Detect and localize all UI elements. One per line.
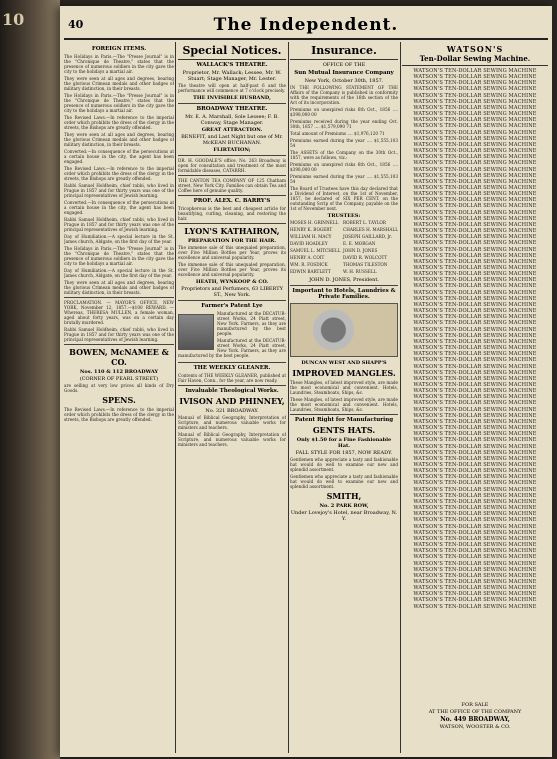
trustee: DAVID R. WOLCOTT — [343, 255, 388, 260]
watson-ad-line: WATSON'S TEN-DOLLAR SEWING MACHINE — [413, 148, 537, 155]
watson-ad-line: WATSON'S TEN-DOLLAR SEWING MACHINE — [413, 92, 537, 99]
ad-sub: Under Lovejoy's Hotel, near Broadway, N. Y. — [290, 510, 398, 522]
watson-ad-line: WATSON'S TEN-DOLLAR SEWING MACHINE — [413, 338, 537, 345]
watson-ad-line: WATSON'S TEN-DOLLAR SEWING MACHINE — [413, 301, 537, 308]
notice-title: PROF. ALEX. C. BARRY'S — [193, 198, 271, 204]
page-edge — [0, 0, 60, 759]
trustee: SAMUEL L. MITCHELL — [290, 248, 341, 253]
trustee: MOSES H. GRINNELL — [290, 220, 339, 225]
trustee: ROBERT L. TAYLOR — [343, 220, 386, 225]
watson-ad-line: WATSON'S TEN-DOLLAR SEWING MACHINE — [413, 394, 537, 401]
statement-text: The Board of Trustees have this day declared that a Dividend of Interest, on the 1st of November, 1857, be declared of SIX PER CENT. on the outstanding Scrip of the Company, payable on the 1st of November next. — [290, 186, 398, 211]
trustee: CHARLES H. MARSHALL — [343, 227, 398, 232]
notice-text: Manual of Biblical Geography, Interpretation of Scripture, and numerous valuable works for ministers and teachers. — [178, 415, 286, 430]
column-foreign-items — [64, 44, 174, 753]
ad-firm: SMITH, — [326, 491, 362, 501]
notice-sub: Proprietors and Perfumers, 63 LIBERTY ST., New York. — [181, 286, 283, 298]
watson-ad-line: WATSON'S TEN-DOLLAR SEWING MACHINE — [413, 172, 537, 179]
page-number: 40 — [68, 18, 84, 31]
watson-ad-line: WATSON'S TEN-DOLLAR SEWING MACHINE — [413, 221, 537, 228]
watson-ad-line: WATSON'S TEN-DOLLAR SEWING MACHINE — [413, 548, 537, 555]
ad-line: are selling at very low prices all kinds of Dry Goods. — [64, 383, 174, 393]
trustee: WILLIAM H. MACY — [290, 234, 332, 239]
watson-ad-line: WATSON'S TEN-DOLLAR SEWING MACHINE — [413, 542, 537, 549]
watson-ad-line: WATSON'S TEN-DOLLAR SEWING MACHINE — [413, 308, 537, 315]
watson-ad-line: WATSON'S TEN-DOLLAR SEWING MACHINE — [413, 178, 537, 185]
article-paragraph: Day of Humiliation.—A special lecture in the St. James church, Aldgate, on the first day of the year. — [64, 234, 174, 244]
divider — [178, 195, 286, 196]
column-rule — [288, 42, 289, 753]
trustee-list — [290, 220, 398, 276]
president: JOHN D. JONES, President. — [309, 277, 379, 283]
article-paragraph: The Holidays in Paris.—The "Presse Journal" is in the "Chronique de Theatre," states that the presence of numerous soldiers in the city gave the city to the holidays a martial air. — [64, 93, 174, 113]
notice-title: WALLACK'S THEATRE. — [196, 62, 268, 68]
company-name: Sun Mutual Insurance Company — [294, 70, 394, 76]
ad-name: SPENS. — [102, 395, 136, 405]
notice-publisher: IVISON AND PHINNEY, — [179, 396, 285, 406]
ad-text: These Mangles, of latest improved style, are made the most economical and convenient. Hotels, Laundries, Steamboats, Ships, &c. — [290, 397, 398, 412]
notice-text: THE CANTON TEA COMPANY OF 125 Chatham street, New York City. Families can obtain Tea and Coffee here of genuine quality. — [178, 178, 286, 193]
statement-line: Premiums received during the year ending Oct. 30th, 1857 .... $1,579,090 71 — [290, 119, 398, 129]
article-paragraph: Rabbi Samuel Holdheim, chief rabbi, who lived in Prague in 1857 and for thirty years was one of the principal representatives of Jewish learning. — [64, 183, 174, 198]
watson-ad-line: WATSON'S TEN-DOLLAR SEWING MACHINE — [413, 406, 537, 413]
watson-ad-line: WATSON'S TEN-DOLLAR SEWING MACHINE — [413, 295, 537, 302]
mangle-illustration — [290, 303, 398, 357]
watson-ad-line: WATSON'S TEN-DOLLAR SEWING MACHINE — [413, 74, 537, 81]
article-paragraph: Day of Humiliation.—A special lecture in the St. James church, Aldgate, on the first day of the year. — [64, 268, 174, 278]
article-paragraph: Rabbi Samuel Holdheim, chief rabbi, who lived in Prague in 1857 and for thirty years was one of the principal representatives of Jewish learning. — [64, 217, 174, 232]
article-paragraph: They were seen at all ages and degrees, bearing the glorious Crimean medals and other badges of military distinction, in their breasts. — [64, 132, 174, 147]
article-paragraph: The Holidays in Paris.—The "Presse Journal" is in the "Chronique de Theatre," states that the presence of numerous soldiers in the city gave the city to the holidays a martial air. — [64, 54, 174, 74]
watson-ad-line: WATSON'S TEN-DOLLAR SEWING MACHINE — [413, 517, 537, 524]
watson-ad-line: WATSON'S TEN-DOLLAR SEWING MACHINE — [413, 129, 537, 136]
watson-ad-line: WATSON'S TEN-DOLLAR SEWING MACHINE — [413, 332, 537, 339]
ad-firm: DUNCAN WEST AND SHAPP'S — [301, 360, 387, 366]
notice-text: Manual of Biblical Geography, Interpretation of Scripture, and numerous valuable works for ministers and teachers. — [178, 432, 286, 447]
watson-ad-line: WATSON'S TEN-DOLLAR SEWING MACHINE — [413, 345, 537, 352]
notice-text: The theatre will open at half-past 6 and the performance will commence at 7 o'clock precisely. — [178, 83, 286, 93]
ad-sub: (CORNER OF PEARL STREET) — [79, 376, 159, 382]
watson-ad-line: WATSON'S TEN-DOLLAR SEWING MACHINE — [413, 271, 537, 278]
watson-ad-line: WATSON'S TEN-DOLLAR SEWING MACHINE — [413, 388, 537, 395]
watson-ad-line: WATSON'S TEN-DOLLAR SEWING MACHINE — [413, 369, 537, 376]
watson-ad-line: WATSON'S TEN-DOLLAR SEWING MACHINE — [413, 554, 537, 561]
divider — [178, 155, 286, 156]
watson-ad-line: WATSON'S TEN-DOLLAR SEWING MACHINE — [413, 492, 537, 499]
watson-ad-line: WATSON'S TEN-DOLLAR SEWING MACHINE — [413, 560, 537, 567]
notice-title: LYON'S KATHAIRON, — [184, 226, 280, 236]
trustee-column — [343, 220, 398, 276]
divider — [290, 285, 398, 286]
trustee: HENRY A. COIT — [290, 255, 325, 260]
watson-ad-line: WATSON'S TEN-DOLLAR SEWING MACHINE — [413, 123, 537, 130]
divider — [178, 385, 286, 386]
divider — [178, 103, 286, 104]
watson-ad-line: WATSON'S TEN-DOLLAR SEWING MACHINE — [413, 326, 537, 333]
watson-ad-line: WATSON'S TEN-DOLLAR SEWING MACHINE — [413, 191, 537, 198]
article-paragraph: Converted.—In consequence of the persecutions at a certain house in the city, the agent has been engaged. — [64, 200, 174, 215]
office-label: OFFICE OF THE — [322, 62, 366, 68]
watson-ad-line: WATSON'S TEN-DOLLAR SEWING MACHINE — [413, 154, 537, 161]
watson-ad-line: WATSON'S TEN-DOLLAR SEWING MACHINE — [413, 104, 537, 111]
watson-ad-line: WATSON'S TEN-DOLLAR SEWING MACHINE — [413, 462, 537, 468]
notice-text: Manufactured at the DECATUR-street Works, 24 Piatt street, New York. Farmers, as they are manufactured by the best people. — [217, 311, 286, 336]
watson-ad-line: WATSON'S TEN-DOLLAR SEWING MACHINE — [413, 412, 537, 419]
watson-ad-line: WATSON'S TEN-DOLLAR SEWING MACHINE — [413, 160, 537, 167]
statement-line: Premiums earned during the year .... $1,555,103 54 — [290, 174, 398, 184]
newspaper-page — [60, 6, 552, 757]
article-paragraph: They were seen at all ages and degrees, bearing the glorious Crimean medals and other badges of military distinction, in their breasts. — [64, 280, 174, 295]
notice-play: FLIRTATION; — [213, 147, 251, 153]
watson-ad-line: WATSON'S TEN-DOLLAR SEWING MACHINE — [413, 597, 537, 604]
statement-line: Premiums earned during the year .... $1,555,103 54 — [290, 138, 398, 148]
article-paragraph: They were seen at all ages and degrees, bearing the glorious Crimean medals and other badges of military distinction, in their breasts. — [64, 76, 174, 91]
ad-title: GENTS HATS. — [312, 425, 376, 435]
watson-ad-line: WATSON'S TEN-DOLLAR SEWING MACHINE — [413, 418, 537, 425]
watson-ad-line: WATSON'S TEN-DOLLAR SEWING MACHINE — [413, 265, 537, 271]
watson-subtitle: Ten-Dollar Sewing Machine. — [402, 54, 548, 66]
article-paragraph: The Revised Laws.—In reference to the imperial order which prohibits the dress of the clergy in the streets, the Bishops are greatly offended. — [64, 166, 174, 181]
column-rule — [400, 42, 401, 753]
watson-ad-line: WATSON'S TEN-DOLLAR SEWING MACHINE — [413, 498, 537, 505]
watson-ad-line: WATSON'S TEN-DOLLAR SEWING MACHINE — [413, 314, 537, 321]
divider — [178, 175, 286, 176]
watson-ad-line: WATSON'S TEN-DOLLAR SEWING MACHINE — [413, 572, 537, 579]
watson-ad-line: WATSON'S TEN-DOLLAR SEWING MACHINE — [413, 363, 537, 370]
watson-ad-line: WATSON'S TEN-DOLLAR SEWING MACHINE — [413, 591, 537, 598]
watson-ad-line: WATSON'S TEN-DOLLAR SEWING MACHINE — [413, 351, 537, 358]
column-watson-ad — [402, 44, 548, 753]
watson-ad-line: WATSON'S TEN-DOLLAR SEWING MACHINE — [413, 486, 537, 493]
watson-ad-line: WATSON'S TEN-DOLLAR SEWING MACHINE — [413, 209, 537, 216]
watson-ad-line: WATSON'S TEN-DOLLAR SEWING MACHINE — [413, 289, 537, 296]
watson-ad-line: WATSON'S TEN-DOLLAR SEWING MACHINE — [413, 258, 537, 265]
watson-address: No. 449 BROADWAY, — [440, 716, 510, 723]
notice-sub: No. 321 BROADWAY. — [205, 408, 259, 414]
trustee: EDWIN BARTLETT — [290, 269, 331, 274]
watson-ad-line: WATSON'S TEN-DOLLAR SEWING MACHINE — [413, 511, 537, 518]
ad-title: Important to Hotels, Laundries & Private Families. — [292, 288, 396, 300]
divider — [178, 223, 286, 224]
ad-price: Only $1.50 for a Fine Fashionable Hat. — [296, 437, 392, 449]
watson-ad-line: WATSON'S TEN-DOLLAR SEWING MACHINE — [413, 566, 537, 573]
trustee: WM. R. FOSDICK — [290, 262, 328, 267]
statement-line: Premiums on unexpired risks 6th Oct., 1856 .... $398,000 00 — [290, 162, 398, 172]
watson-ad-line: WATSON'S TEN-DOLLAR SEWING MACHINE — [413, 449, 537, 456]
watson-ad-line: WATSON'S TEN-DOLLAR SEWING MACHINE — [413, 505, 537, 512]
ad-address: Nos. 110 & 112 BROADWAY — [79, 369, 159, 375]
watson-ad-line: WATSON'S TEN-DOLLAR SEWING MACHINE — [413, 80, 537, 87]
article-paragraph: The Revised Laws.—In reference to the imperial order which prohibits the dress of the clergy in the streets, the Bishops are greatly offended. — [64, 115, 174, 130]
watson-ad-line: WATSON'S TEN-DOLLAR SEWING MACHINE — [413, 246, 537, 253]
watson-ad-line: WATSON'S TEN-DOLLAR SEWING MACHINE — [413, 425, 537, 432]
divider — [178, 300, 286, 301]
notice-play: THE INVISIBLE HUSBAND, — [193, 95, 271, 101]
watson-ad-line: WATSON'S TEN-DOLLAR SEWING MACHINE — [413, 283, 537, 290]
watson-ad-line: WATSON'S TEN-DOLLAR SEWING MACHINE — [413, 603, 537, 610]
statement-line: Premiums on unexpired risks 6th Oct., 1856 .... $398,000 00 — [290, 107, 398, 117]
statement-text: IN THE FOLLOWING STATEMENT OF THE Affairs of the Company is published in conformity with the requirements of the 16th section of the Act of its incorporation. — [290, 85, 398, 105]
watson-ad-line: WATSON'S TEN-DOLLAR SEWING MACHINE — [413, 117, 537, 124]
for-sale: FOR SALE — [461, 702, 489, 708]
notice-sub: PREPARATION FOR THE HAIR. — [187, 238, 277, 244]
watson-footer — [402, 702, 548, 731]
ad-sub: FALL STYLE FOR 1857, NOW READY. — [295, 450, 393, 456]
watson-ad-line: WATSON'S TEN-DOLLAR SEWING MACHINE — [413, 529, 537, 536]
watson-ad-line: WATSON'S TEN-DOLLAR SEWING MACHINE — [413, 375, 537, 382]
notice-sub: Mr. E. A. Marshall, Sole Lessee; F. B. Conway, Stage Manager. — [185, 114, 279, 126]
article-paragraph: The Holidays in Paris.—The "Presse Journal" is in the "Chronique de Theatre," states that the presence of numerous soldiers in the city gave the city to the holidays a martial air. — [64, 246, 174, 266]
watson-ad-line: WATSON'S TEN-DOLLAR SEWING MACHINE — [413, 455, 537, 462]
lye-illustration — [178, 314, 214, 350]
watson-ad-line: WATSON'S TEN-DOLLAR SEWING MACHINE — [413, 252, 537, 259]
watson-ad-line: WATSON'S TEN-DOLLAR SEWING MACHINE — [413, 320, 537, 327]
notice-firm: HEATH, WYNKOOP & CO. — [195, 279, 269, 285]
watson-ad-line: WATSON'S TEN-DOLLAR SEWING MACHINE — [413, 240, 537, 247]
notice-title: THE WEEKLY GLEANER. — [193, 365, 271, 371]
trustees-heading: TRUSTEES: — [327, 213, 361, 219]
notice-benefit: BENEFIT, and Last Night but one of Mr. McKEAN BUCHANAN. — [181, 134, 283, 146]
notice-text: The immense sale of this unequaled preparation, over Five Million Bottles per Year, proves its excellence and universal popularity. — [178, 245, 286, 260]
statement-line: Total amount of Premiums .... $1,976,120 71 — [290, 131, 385, 136]
notice-text: Manufactured at the DECATUR-street Works, 24 Piatt street, New York. Farmers, as they are manufactured by the best people. — [178, 338, 286, 358]
article-paragraph: Converted.—In consequence of the persecutions at a certain house in the city, the agent has been engaged. — [64, 149, 174, 164]
ad-title: BOWEN, McNAMEE & CO. — [69, 347, 169, 367]
watson-ad-line: WATSON'S TEN-DOLLAR SEWING MACHINE — [413, 141, 537, 148]
watson-ad-line: WATSON'S TEN-DOLLAR SEWING MACHINE — [413, 135, 537, 142]
watson-ad-line: WATSON'S TEN-DOLLAR SEWING MACHINE — [413, 585, 537, 592]
watson-title: WATSON'S — [446, 44, 504, 54]
watson-ad-line: WATSON'S TEN-DOLLAR SEWING MACHINE — [413, 431, 537, 438]
column-special-notices — [178, 44, 286, 753]
watson-repeat-lines — [402, 68, 548, 610]
masthead: The Independent. — [213, 15, 399, 35]
watson-ad-line: WATSON'S TEN-DOLLAR SEWING MACHINE — [413, 215, 537, 222]
watson-ad-line: WATSON'S TEN-DOLLAR SEWING MACHINE — [413, 381, 537, 388]
watson-ad-line: WATSON'S TEN-DOLLAR SEWING MACHINE — [413, 234, 537, 241]
column-rule — [175, 42, 176, 753]
watson-ad-line: WATSON'S TEN-DOLLAR SEWING MACHINE — [413, 437, 537, 444]
watson-ad-line: WATSON'S TEN-DOLLAR SEWING MACHINE — [413, 197, 537, 204]
notice-text: DR. H. GOODALE'S office. No. 263 Broadway is open for consultation and treatment of the most formidable diseases, CATARRH. — [178, 158, 286, 173]
watson-ad-line: WATSON'S TEN-DOLLAR SEWING MACHINE — [413, 203, 537, 210]
watson-ad-line: WATSON'S TEN-DOLLAR SEWING MACHINE — [413, 86, 537, 93]
notice-title: Invaluable Theological Works. — [185, 388, 279, 394]
running-head — [60, 10, 552, 40]
trustee: DAVID HOADLEY — [290, 241, 328, 246]
column-heading: FOREIGN ITEMS. — [91, 46, 147, 52]
trustee: THOMAS TILESTON — [343, 262, 388, 267]
notice-attraction: GREAT ATTRACTION. — [201, 127, 263, 133]
proclamation: PROCLAMATION. — MAYOR'S OFFICE, NEW YORK, November 12, 1857.—$100 REWARD. —Whereas, THERESA MULLEN, a female woman, aged about forty years, was on a certain day brutally murdered. — [64, 300, 174, 325]
column-insurance — [290, 44, 398, 753]
edge-page-number: 10 — [2, 10, 25, 29]
trustee: JOSEPH GAILLARD, Jr. — [343, 234, 393, 239]
trustee-column — [290, 220, 341, 276]
watson-ad-line: WATSON'S TEN-DOLLAR SEWING MACHINE — [413, 277, 537, 284]
watson-ad-line: WATSON'S TEN-DOLLAR SEWING MACHINE — [413, 357, 537, 364]
ad-text: Gentlemen who appreciate a tasty and fashionable hat would do well to examine our new and splendid assortment. — [290, 457, 398, 472]
watson-ad-line: WATSON'S TEN-DOLLAR SEWING MACHINE — [413, 98, 537, 105]
ad-text: Gentlemen who appreciate a tasty and fashionable hat would do well to examine our new and splendid assortment. — [290, 474, 398, 489]
divider — [64, 297, 174, 298]
trustee: W. H. RUSSELL — [343, 269, 377, 274]
watson-ad-line: WATSON'S TEN-DOLLAR SEWING MACHINE — [413, 443, 537, 450]
notice-text: Contents of THE WEEKLY GLEANER, published at Fair Haven, Conn., for the year, are now ready. — [178, 373, 286, 383]
notice-title: Farmer's Patent Lye — [201, 303, 263, 309]
watson-ad-line: WATSON'S TEN-DOLLAR SEWING MACHINE — [413, 400, 537, 407]
company-date: New York, October 30th, 1857. — [304, 78, 384, 84]
trustee: JOHN D. JONES — [343, 248, 378, 253]
trustee: E. E. MORGAN — [343, 241, 376, 246]
watson-ad-line: WATSON'S TEN-DOLLAR SEWING MACHINE — [413, 68, 537, 74]
column-heading: Insurance. — [290, 44, 398, 60]
watson-ad-line: WATSON'S TEN-DOLLAR SEWING MACHINE — [413, 535, 537, 542]
column-heading: Special Notices. — [178, 44, 286, 60]
head-rule — [64, 38, 548, 40]
watson-firm: WATSON, WOOSTER & CO. — [439, 724, 511, 730]
watson-ad-line: WATSON'S TEN-DOLLAR SEWING MACHINE — [413, 184, 537, 191]
notice-sub: Proprietor, Mr. Wallack; Lessee, Mr. W. Stuart; Stage Manager, Mr. Lester. — [182, 70, 282, 82]
ad-address: No. 2 PARK ROW, — [319, 503, 369, 509]
notice-text: The immense sale of this unequaled preparation, over Five Million Bottles per Year, proves its excellence and universal popularity. — [178, 262, 286, 277]
divider — [64, 344, 174, 345]
watson-ad-line: WATSON'S TEN-DOLLAR SEWING MACHINE — [413, 166, 537, 173]
article-paragraph: The Revised Laws.—In reference to the imperial order which prohibits the dress of the clergy in the streets, the Bishops are greatly offended. — [64, 407, 174, 422]
office-line: AT THE OFFICE OF THE COMPANY — [428, 709, 522, 715]
watson-ad-line: WATSON'S TEN-DOLLAR SEWING MACHINE — [413, 111, 537, 118]
ad-title: IMPROVED MANGLES. — [292, 368, 396, 378]
watson-ad-line: WATSON'S TEN-DOLLAR SEWING MACHINE — [413, 468, 537, 475]
ad-title: Patent Right for Manufacturing — [294, 417, 394, 423]
trustee: HENRY K. BOGERT — [290, 227, 333, 232]
watson-ad-line: WATSON'S TEN-DOLLAR SEWING MACHINE — [413, 228, 537, 235]
notice-text: Tricopherous is the best and cheapest article for beautifying, curling, cleaning, and restoring the hair. — [178, 206, 286, 221]
notice-title: BROADWAY THEATRE. — [196, 106, 268, 112]
divider — [290, 414, 398, 415]
watson-ad-line: WATSON'S TEN-DOLLAR SEWING MACHINE — [413, 480, 537, 487]
watson-ad-line: WATSON'S TEN-DOLLAR SEWING MACHINE — [413, 523, 537, 530]
watson-ad-line: WATSON'S TEN-DOLLAR SEWING MACHINE — [413, 578, 537, 585]
ad-text: These Mangles, of latest improved style, are made the most economical and convenient. Hotels, Laundries, Steamboats, Ships, &c. — [290, 380, 398, 395]
article-paragraph: Rabbi Samuel Holdheim, chief rabbi, who lived in Prague in 1857 and for thirty years was one of the principal representatives of Jewish learning. — [64, 327, 174, 342]
watson-ad-line: WATSON'S TEN-DOLLAR SEWING MACHINE — [413, 474, 537, 481]
statement-text: The ASSETS of the Company on the 30th Oct., 1857, were as follows, viz.: — [290, 150, 398, 160]
divider — [178, 362, 286, 363]
